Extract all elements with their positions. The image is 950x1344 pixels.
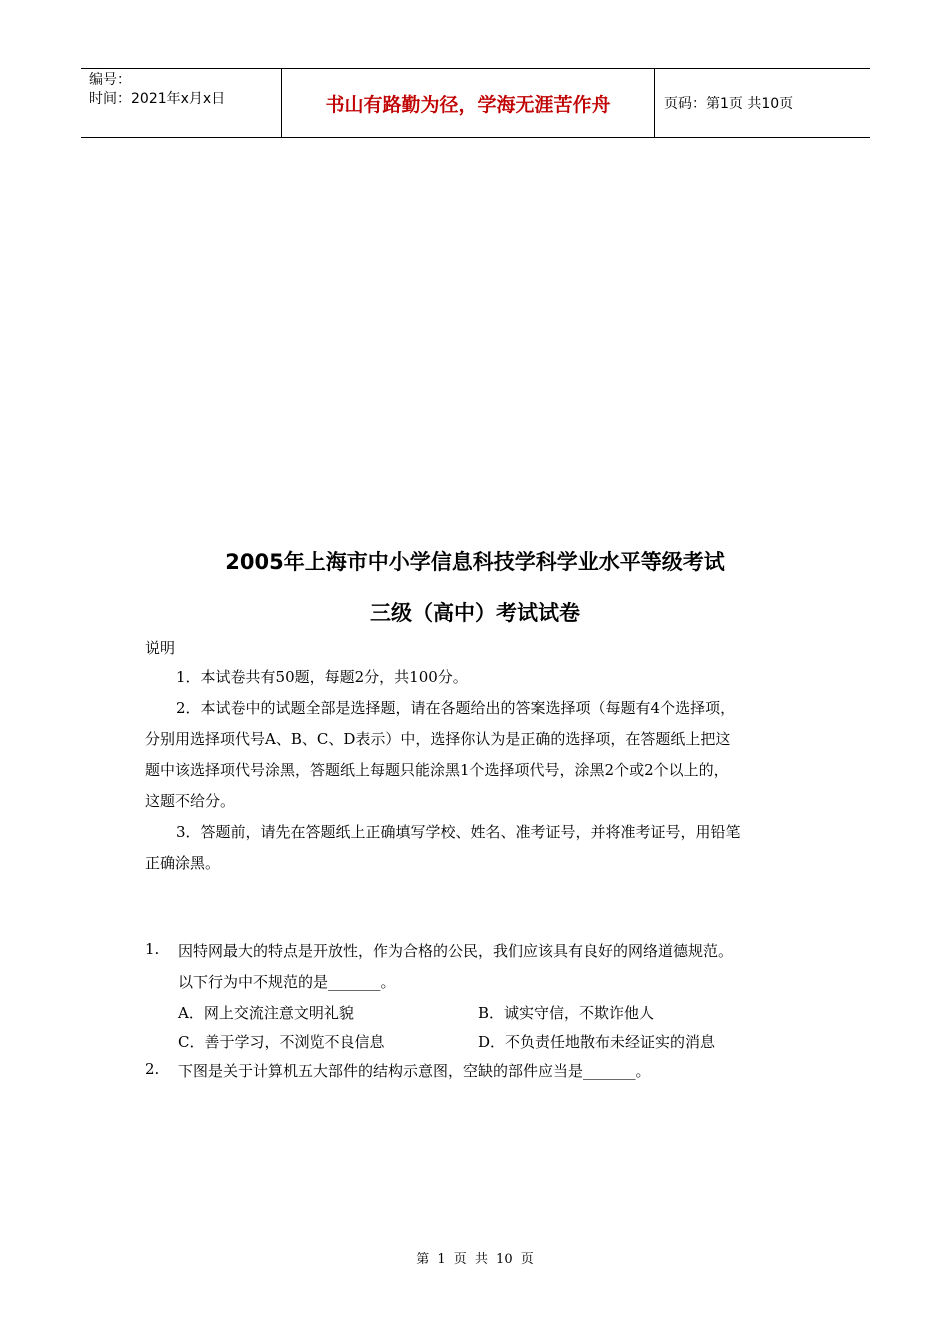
instruction-line: 1．本试卷共有50题，每题2分，共100分。 bbox=[176, 668, 468, 686]
header-motto: 书山有路勤为径，学海无涯苦作舟 bbox=[325, 93, 611, 116]
instruction-line: 题中该选择项代号涂黑，答题纸上每题只能涂黑1个选择项代号，涂黑2个或2个以上的， bbox=[145, 761, 729, 779]
page-footer: 第 1 页 共 10 页 bbox=[416, 1252, 534, 1267]
exam-title: 2005年上海市中小学信息科技学科学业水平等级考试 bbox=[225, 550, 725, 574]
question-stem: 以下行为中不规范的是_______。 bbox=[178, 973, 396, 991]
instruction-line: 这题不给分。 bbox=[145, 792, 236, 810]
instruction-line: 正确涂黑。 bbox=[145, 854, 221, 872]
question-stem: 因特网最大的特点是开放性，作为合格的公民，我们应该具有良好的网络道德规范。 bbox=[178, 942, 734, 960]
option-d: D．不负责任地散布未经证实的消息 bbox=[478, 1033, 716, 1051]
option-b: B．诚实守信，不欺诈他人 bbox=[478, 1004, 655, 1022]
header-meta bbox=[89, 71, 279, 109]
option-a: A．网上交流注意文明礼貌 bbox=[178, 1004, 354, 1022]
header-number-label: 编号： bbox=[89, 72, 131, 88]
instructions-heading: 说明 bbox=[145, 639, 176, 657]
instruction-line: 2．本试卷中的试题全部是选择题，请在各题给出的答案选择项（每题有4个选择项， bbox=[176, 699, 736, 717]
document-header bbox=[81, 68, 870, 138]
question-number: 2. bbox=[145, 1060, 160, 1078]
header-divider-right bbox=[654, 69, 655, 137]
instruction-line: 3．答题前，请先在答题纸上正确填写学校、姓名、准考证号，并将准考证号，用铅笔 bbox=[176, 823, 741, 841]
option-c: C．善于学习，不浏览不良信息 bbox=[178, 1033, 385, 1051]
instruction-line: 分别用选择项代号A、B、C、D表示）中，选择你认为是正确的选择项，在答题纸上把这 bbox=[145, 730, 731, 748]
exam-subtitle: 三级（高中）考试试卷 bbox=[370, 601, 580, 625]
question-stem: 下图是关于计算机五大部件的结构示意图，空缺的部件应当是_______。 bbox=[178, 1062, 651, 1080]
header-page-info: 页码：第1页 共10页 bbox=[664, 96, 794, 112]
question-number: 1. bbox=[145, 940, 160, 958]
header-time-label: 时间：2021年x月x日 bbox=[89, 91, 226, 107]
